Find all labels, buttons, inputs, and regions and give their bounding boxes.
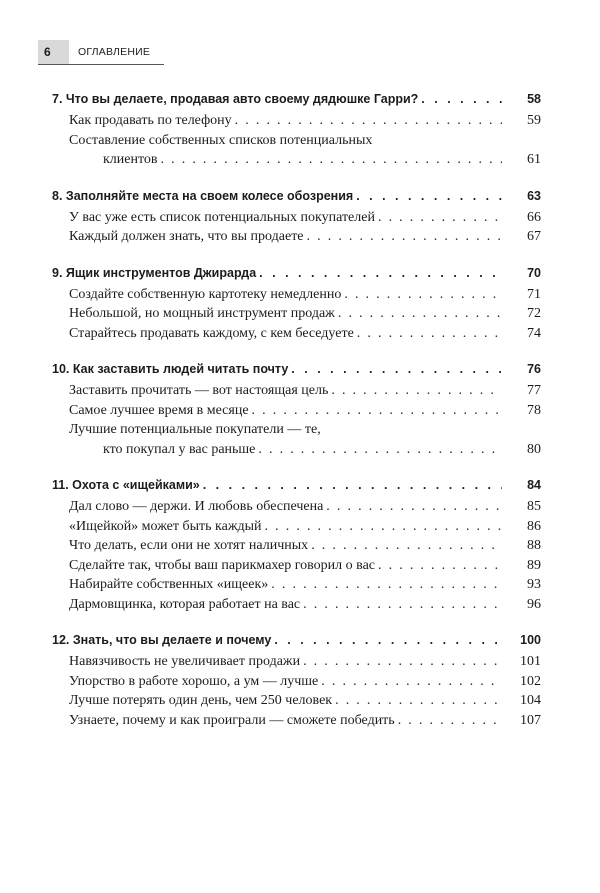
chapter-page: 84: [527, 478, 541, 492]
section-title: клиентов: [103, 152, 158, 167]
section-title: Заставить прочитать — вот настоящая цель: [69, 383, 329, 398]
header-title: ОГЛАВЛЕНИЕ: [78, 46, 151, 58]
section-page: 85: [527, 499, 541, 514]
dot-leader: [378, 556, 502, 576]
chapter-entry: [52, 186, 541, 206]
section-entry: [52, 691, 541, 711]
section-entry: [52, 672, 541, 692]
section-entry-line: Составление собственных списков потенциальных: [69, 132, 373, 148]
dot-leader: [321, 672, 502, 692]
section-page: 80: [527, 441, 541, 457]
chapter-title: 9. Ящик инструментов Джирарда: [52, 265, 257, 280]
section-page: 86: [527, 518, 541, 534]
page-number: 6: [38, 40, 69, 65]
section-entry: [52, 497, 541, 517]
chapter-entry: [52, 89, 541, 109]
chapter-page: 58: [527, 92, 541, 106]
section-page: 66: [527, 209, 541, 225]
section-title: Лучше потерять один день, чем 250 человек: [69, 693, 333, 708]
section-entry: [52, 227, 541, 247]
dot-leader: [338, 304, 502, 324]
dot-leader: [274, 630, 502, 650]
section-entry: [52, 304, 541, 324]
dot-leader: [271, 575, 502, 595]
dot-leader: [335, 691, 502, 711]
chapter-title: 12. Знать, что вы делаете и почему: [52, 633, 272, 647]
section-page: 88: [527, 538, 541, 553]
section-entry: [52, 208, 541, 228]
section-title: Дал слово — держи. И любовь обеспечена: [69, 499, 324, 514]
dot-leader: [307, 227, 502, 247]
chapter-entry: [52, 475, 541, 495]
section-title: Самое лучшее время в месяце: [69, 402, 249, 418]
chapter-block: [52, 89, 541, 170]
section-title: Узнаете, почему и как проиграли — сможете победить: [69, 712, 395, 728]
section-page: 59: [527, 113, 541, 128]
section-entry: [52, 652, 541, 672]
section-entry: [52, 595, 541, 615]
dot-leader: [311, 536, 502, 556]
section-title: Что делать, если они не хотят наличных: [69, 538, 309, 553]
section-entry: [52, 536, 541, 556]
chapter-page: 70: [527, 265, 541, 280]
chapter-page: 100: [520, 633, 541, 647]
dot-leader: [235, 111, 502, 131]
chapter-title: 11. Охота с «ищейками»: [52, 478, 200, 492]
section-title: У вас уже есть список потенциальных покупателей: [69, 209, 375, 225]
dot-leader: [258, 440, 502, 460]
chapter-page: 76: [527, 362, 541, 376]
section-page: 67: [527, 229, 541, 244]
header-rule: [38, 64, 164, 65]
section-title: Как продавать по телефону: [69, 113, 232, 128]
section-page: 72: [527, 306, 541, 321]
chapter-entry: [52, 263, 541, 283]
chapter-entry: [52, 359, 541, 379]
chapter-block: [52, 359, 541, 459]
section-title: Создайте собственную картотеку немедленно: [69, 286, 342, 302]
section-page: 96: [527, 596, 541, 612]
chapter-title: 7. Что вы делаете, продавая авто своему дядюшке Гарри?: [52, 92, 419, 106]
section-title: «Ищейкой» может быть каждый: [69, 518, 262, 534]
section-entry: [52, 381, 541, 401]
dot-leader: [344, 285, 502, 305]
section-entry: [52, 401, 541, 421]
chapter-title: 8. Заполняйте места на своем колесе обозрения: [52, 188, 354, 203]
section-entry: [52, 711, 541, 731]
section-page: 61: [527, 152, 541, 167]
table-of-contents: [52, 89, 541, 746]
section-title: Старайтесь продавать каждому, с кем беседуете: [69, 325, 354, 341]
chapter-block: [52, 630, 541, 730]
chapter-entry: [52, 630, 541, 650]
section-page: 104: [520, 693, 541, 708]
dot-leader: [421, 89, 502, 109]
running-header: [38, 40, 164, 65]
dot-leader: [252, 401, 502, 421]
section-page: 93: [527, 577, 541, 592]
section-page: 77: [527, 383, 541, 398]
section-title: Упорство в работе хорошо, а ум — лучше: [69, 673, 319, 689]
section-entry: [52, 150, 541, 170]
section-page: 102: [520, 673, 541, 689]
section-page: 74: [527, 325, 541, 341]
chapter-title: 10. Как заставить людей читать почту: [52, 362, 289, 376]
section-title: Сделайте так, чтобы ваш парикмахер говорил о вас: [69, 557, 376, 573]
section-title: Навязчивость не увеличивает продажи: [69, 654, 301, 669]
dot-leader: [265, 517, 502, 537]
section-entry: [52, 324, 541, 344]
dot-leader: [303, 652, 502, 672]
section-title: Небольшой, но мощный инструмент продаж: [69, 306, 335, 321]
section-page: 107: [520, 712, 541, 728]
dot-leader: [357, 324, 502, 344]
section-page: 89: [527, 557, 541, 573]
section-entry: [52, 517, 541, 537]
dot-leader: [303, 595, 502, 615]
dot-leader: [378, 208, 502, 228]
dot-leader: [356, 186, 502, 206]
chapter-block: [52, 186, 541, 247]
dot-leader: [203, 475, 502, 495]
dot-leader: [331, 381, 502, 401]
section-entry: [52, 111, 541, 131]
dot-leader: [161, 150, 502, 170]
section-title: Каждый должен знать, что вы продаете: [69, 229, 304, 244]
section-page: 78: [527, 402, 541, 418]
dot-leader: [326, 497, 502, 517]
section-entry: [52, 575, 541, 595]
section-title: кто покупал у вас раньше: [103, 441, 256, 457]
dot-leader: [291, 359, 502, 379]
section-entry: [52, 556, 541, 576]
section-title: Дармовщинка, которая работает на вас: [69, 596, 301, 612]
section-entry-line: Лучшие потенциальные покупатели — те,: [69, 422, 321, 437]
section-title: Набирайте собственных «ищеек»: [69, 577, 269, 592]
section-entry: [52, 440, 541, 460]
section-page: 101: [520, 654, 541, 669]
dot-leader: [398, 711, 502, 731]
chapter-block: [52, 263, 541, 344]
dot-leader: [259, 263, 502, 283]
section-page: 71: [527, 286, 541, 302]
chapter-page: 63: [527, 188, 541, 203]
chapter-block: [52, 475, 541, 614]
section-entry: [52, 285, 541, 305]
